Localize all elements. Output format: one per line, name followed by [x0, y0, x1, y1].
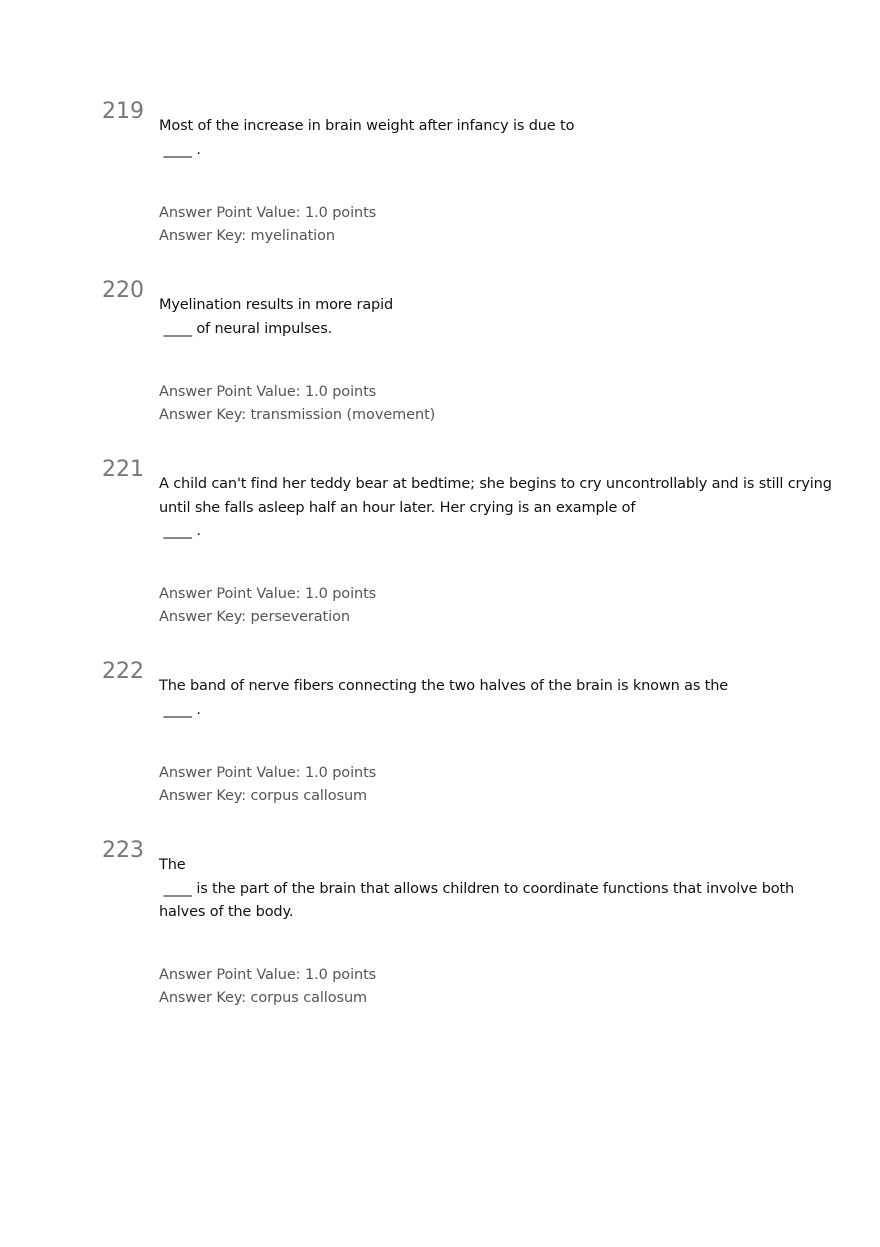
answer-meta — [159, 381, 435, 427]
answer-point-value: Answer Point Value: 1.0 points — [159, 765, 377, 781]
answer-meta — [159, 964, 376, 1010]
question-text-line: Myelination results in more rapid — [159, 297, 394, 313]
question-text-line: ____ . — [159, 701, 201, 718]
answer-meta — [159, 202, 376, 248]
answer-meta — [159, 583, 376, 629]
question-text-line: The band of nerve fibers connecting the two halves of the brain is known as the — [159, 678, 729, 694]
question-text — [159, 294, 799, 341]
answer-point-value: Answer Point Value: 1.0 points — [159, 205, 377, 221]
question-text-line: halves of the body. — [159, 904, 294, 920]
question-text-line: The — [159, 857, 186, 873]
question-text-line: A child can't find her teddy bear at bedtime; she begins to cry uncontrollably and is still crying — [159, 476, 832, 492]
question-text-line: ____ . — [159, 523, 201, 539]
question-text-line: ____ is the part of the brain that allows children to coordinate functions that involve both — [159, 880, 795, 897]
answer-meta — [159, 762, 376, 808]
question-text-line: ____ . — [159, 141, 201, 158]
question-number: 221 — [102, 457, 144, 482]
question-text-line: until she falls asleep half an hour later. Her crying is an example of — [159, 499, 636, 516]
answer-key: Answer Key: corpus callosum — [159, 788, 368, 804]
answer-key: Answer Key: transmission (movement) — [159, 407, 436, 423]
question-text-line: ____ of neural impulses. — [159, 320, 333, 337]
question-text — [159, 675, 799, 722]
question-number: 219 — [102, 99, 144, 124]
answer-key: Answer Key: myelination — [159, 228, 335, 244]
question-text — [159, 854, 799, 925]
question-number: 222 — [102, 659, 144, 684]
question-number: 220 — [102, 278, 144, 303]
answer-point-value: Answer Point Value: 1.0 points — [159, 967, 377, 983]
question-number: 223 — [102, 838, 144, 863]
question-text-line: Most of the increase in brain weight after infancy is due to — [159, 118, 575, 134]
question-text — [159, 115, 799, 162]
answer-point-value: Answer Point Value: 1.0 points — [159, 384, 377, 400]
answer-key: Answer Key: perseveration — [159, 609, 350, 625]
answer-point-value: Answer Point Value: 1.0 points — [159, 586, 377, 602]
answer-key: Answer Key: corpus callosum — [159, 990, 368, 1006]
question-text — [159, 473, 832, 544]
